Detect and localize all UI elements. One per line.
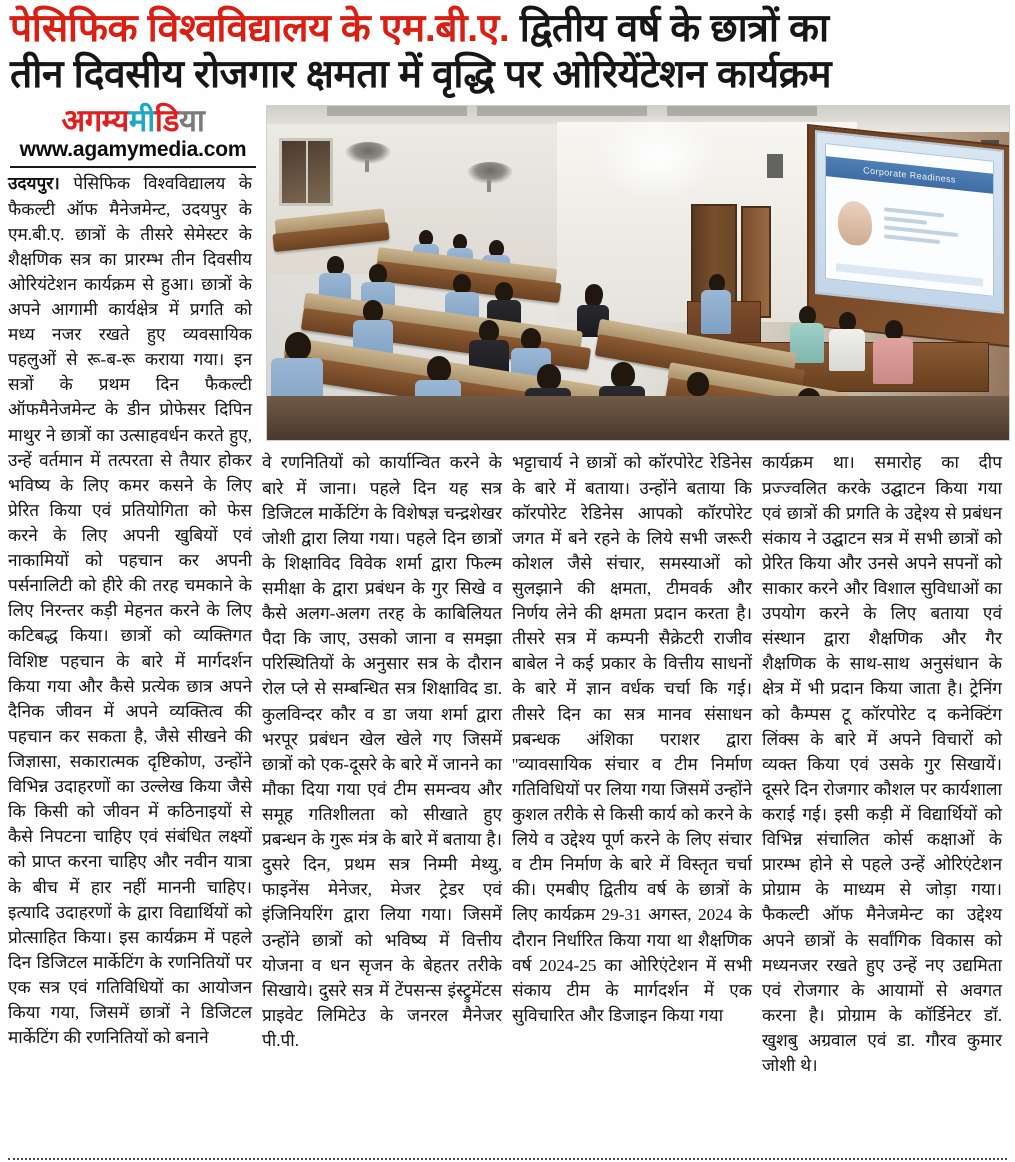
student-head <box>687 372 709 396</box>
slide-body-text <box>884 203 981 254</box>
column-1-text: पेसिफिक विश्वविद्यालय के फैकल्टी ऑफ मैनेजमेन्ट, उदयपुर के एम.बी.ए. छात्रों के तीसरे सेमेस्टर के शैक्षणिक सत्र का प्रारम्भ तीन दिवसीय ओरियंटेशन कार्यक्रम से हुआ। छात्रों के अपने आगामी कार्यक्षेत्र में प्रगति को मध्य नजर रखते हुए व्यवसायिक पहलुओं से रू-ब-रू कराया गया। इन सत्रों के प्रथम दिन फैकल्टी ऑफमैनेजमेन्ट के डीन प्रोफेसर दिपिन माथुर ने छात्रों का उत्साहवर्धन करते हुए, उन्हें वर्तमान में तत्परता से तैयार होकर भविष्य के लिए कमर कसने के लिए प्रेरित किया एवं प्रतियोगिता को फेस करने के लिए अपनी खुबियों एवं नाकामियों को पहचान कर अपनी पर्सनालिटी को हीरे की तरह चमकाने के लिए निरन्तर कड़ी मेहनत करने के लिए कटिबद्ध किया। छात्रों को व्यक्तिगत विशिष्ट पहचान के बारे में मार्गदर्शन किया गया और कैसे प्रत्येक छात्र अपने दैनिक जीवन में अपने व्यक्तित्व की पहचान कर सकता है, जैसे सीखने की जिज्ञासा, सकारात्मक दृष्टिकोण, उन्होंने विभिन्न उदाहरणों का उल्लेख किया जैसे कि किसी को जीवन में कठिनाइयों से कैसे निपटना चाहिए एवं संबंधित लक्ष्यों को प्राप्त करना चाहिए और नवीन यात्रा के बीच में हार नहीं माननी चाहिए। इत्यादि उदाहरणों के द्वारा विद्यार्थियों को प्रोत्साहित किया। इस कार्यक्रम में पहले दिन डिजिटल मार्केटिंग के रणनितियों पर एक सत्र एवं गतिविधियों का आयोजन किया गया, जिसमें छात्रों ने डिजिटल मार्केटिंग की रणनितियों को बनाने <box>8 174 252 1048</box>
student-head <box>285 332 311 360</box>
headline-red-segment: पेसिफिक विश्वविद्यालय के एम.बी.ए. <box>10 7 510 50</box>
column-2-text: वे रणनितियों को कार्यान्वित करने के बारे में जाना। पहले दिन यह सत्र डिजिटल मार्केटिंग के विशेषज्ञ चन्द्रशेखर जोशी द्वारा लिया गया। पहले दिन छात्रों के शिक्षाविद विवेक शर्मा द्वारा फिल्म समीक्षा के द्वारा प्रबंधन के गुर सिखे व कैसे अलग-अलग तरह के काबिलियत पैदा कि जाए, उसको जाना व समझा परिस्थितियों के अनुसार सत्र के दौरान रोल प्ले से सम्बन्धित सत्र शिक्षाविद डा. कुलविन्दर कौर व डा जया शर्मा द्वारा भरपूर प्रबंधन खेल खेले गए जिसमें छात्रों को एक-दूसरे के बारे में जानने का मौका दिया गया एवं टीम समन्वय और समूह गतिशीलता को सीखाते हुए प्रबन्धन के गुरू मंत्र के बारे में बताया है। दुसरे दिन, प्रथम सत्र निम्मी मेथ्यु, फाइनेंस मेनेजर, मेजर ट्रेडर एवं इंजिनियरिंग द्वारा लिया गया। जिसमें उन्होंने छात्रों को भविष्य में वित्तीय योजना व धन सृजन के बेहतर तरीके सिखाये। दुसरे सत्र में टेंपसन्स इंस्ट्रुमेंटस प्राइवेट लिमिटेउ के जनरल मैनेजर पी.पी. <box>262 453 502 1050</box>
guest-body <box>829 329 865 371</box>
publication-logo <box>8 103 258 139</box>
window-glare <box>597 112 717 202</box>
presentation-slide <box>825 144 994 298</box>
student-head <box>585 284 603 304</box>
headline-line-2: तीन दिवसीय रोजगार क्षमता में वृद्धि पर ओरियेंटेशन कार्यक्रम <box>10 53 832 97</box>
student-head <box>495 282 513 302</box>
student-head <box>521 328 541 350</box>
logo-text-agamya: अगम्य <box>61 103 129 139</box>
slide-title-band <box>826 157 993 195</box>
slide-footer-bar <box>836 264 983 287</box>
masthead <box>8 105 258 171</box>
slide-text-line <box>884 217 927 225</box>
guest-head <box>885 320 903 340</box>
article-photo <box>266 105 1010 441</box>
slide-portrait-photo <box>838 200 872 248</box>
student-head <box>479 320 499 342</box>
student-head <box>453 274 471 294</box>
bottom-divider <box>8 1158 1007 1160</box>
photo-scene-auditorium <box>267 106 1009 440</box>
wall-speaker <box>767 154 783 178</box>
dateline: उदयपुर। <box>8 174 60 194</box>
column-4-text: कार्यक्रम था। समारोह का दीप प्रज्ज्वलित करके उद्घाटन किया गया एवं छात्रों की प्रगति के उद्देश्य से प्रबंधन संकाय ने उद्घाटन सत्र में सभी छात्रों को प्रेरित किया और उनसे अपने सपनों को साकार करने और विशाल सुविधाओं का उपयोग करने के लिए बताया एवं संस्थान द्वारा शैक्षणिक और गैर शैक्षणिक के साथ-साथ अनुसंधान के क्षेत्र में भी प्रदान किया जाता है। ट्रेनिंग को कैम्पस टू कॉरपोरेट द कनेक्टिंग लिंक्स के बारे में अपने विचारों को व्यक्त किया एवं उसके गुर सिखायें। दूसरे दिन रोजगार कौशल पर कार्यशाला कराई गई। इसी कड़ी में विद्यार्थियों को विभिन्न संचालित कोर्स कक्षाओं के प्रारम्भ होने से पहले उन्हें ओरिएंटेशन प्रोग्राम के माध्यम से जोड़ा गया। फैकल्टी ऑफ मैनेजमेन्ट का उद्देश्य अपने छात्रों के सर्वांगिक विकास को मध्यनजर रखते हुए उन्हें नए उद्यमिता एवं रोजगार के आयामों से अवगत करना है। प्रोग्राम के कॉर्डिनेटर डॉ. खुशबु अग्रवाल एवं डा. गौरव कुमार जोशी थे। <box>762 453 1002 1076</box>
body-area <box>0 105 1015 1078</box>
projection-screen <box>815 130 1004 314</box>
headline-line-1 <box>10 6 1005 51</box>
student-head <box>369 264 387 284</box>
slide-text-line <box>884 235 940 245</box>
slide-title-text: Corporate Readiness <box>863 165 956 186</box>
publication-website: www.agamymedia.com <box>19 138 247 162</box>
guest-body <box>873 338 913 384</box>
student-head <box>427 356 451 382</box>
headline-block <box>0 0 1015 99</box>
floor <box>267 396 1009 440</box>
column-1 <box>8 105 258 1050</box>
student-head <box>611 362 635 388</box>
window <box>279 138 333 206</box>
column-3-text: भट्टाचार्य ने छात्रों को कॉरपोरेट रेडिनेस के बारे में बताया। उन्होंने बताया कि कॉरपोरेट रेडिनेस आपको कॉरपोरेट जगत में बने रहने के लिये सभी जरूरी कोशल जैसे संचार, समस्याओं को सुलझाने की क्षमता, टीमवर्क और निर्णय लेने की क्षमता प्रदान करता है। तीसरे सत्र में कम्पनी सैक्रेटरी राजीव बाबेल ने कई प्रकार के वित्तीय साधनों के बारे में ज्ञान वर्धक चर्चा कि गई। तीसरे दिन का सत्र मानव संसाधन प्रबन्धक अंशिका पराशर द्वारा ''व्यावसायिक संचार व टीम निर्माण गतिविधियों पर लिया गया जिसमें उन्होंने कुशल तरीके से किसी कार्य को करने के लिये व उद्देश्य पूर्ण करने के लिए संचार व टीम निर्माण के बारे में विस्तृत चर्चा की। एमबीए द्वितीय वर्ष के छात्रों के लिए कार्यक्रम 29-31 अगस्त, 2024 के दौरान निर्धारित किया गया था शैक्षणिक वर्ष 2024-25 का ओरिएंटेशन में सभी संकाय टीम के मार्गदर्शन में एक सुविचारित और डिजाइन किया गया <box>512 453 752 1025</box>
speaker-body <box>701 290 731 334</box>
logo-text-ya: या <box>178 103 205 139</box>
masthead-divider <box>10 166 256 168</box>
ceiling-beam <box>327 106 467 116</box>
student-head <box>363 300 383 322</box>
article-paragraph-1 <box>8 171 252 1050</box>
student-head <box>537 364 561 390</box>
logo-text-mi: मी <box>128 103 155 139</box>
logo-text-di: डि <box>154 103 179 139</box>
headline-black-segment: द्वितीय वर्ष के छात्रों का <box>519 7 829 50</box>
